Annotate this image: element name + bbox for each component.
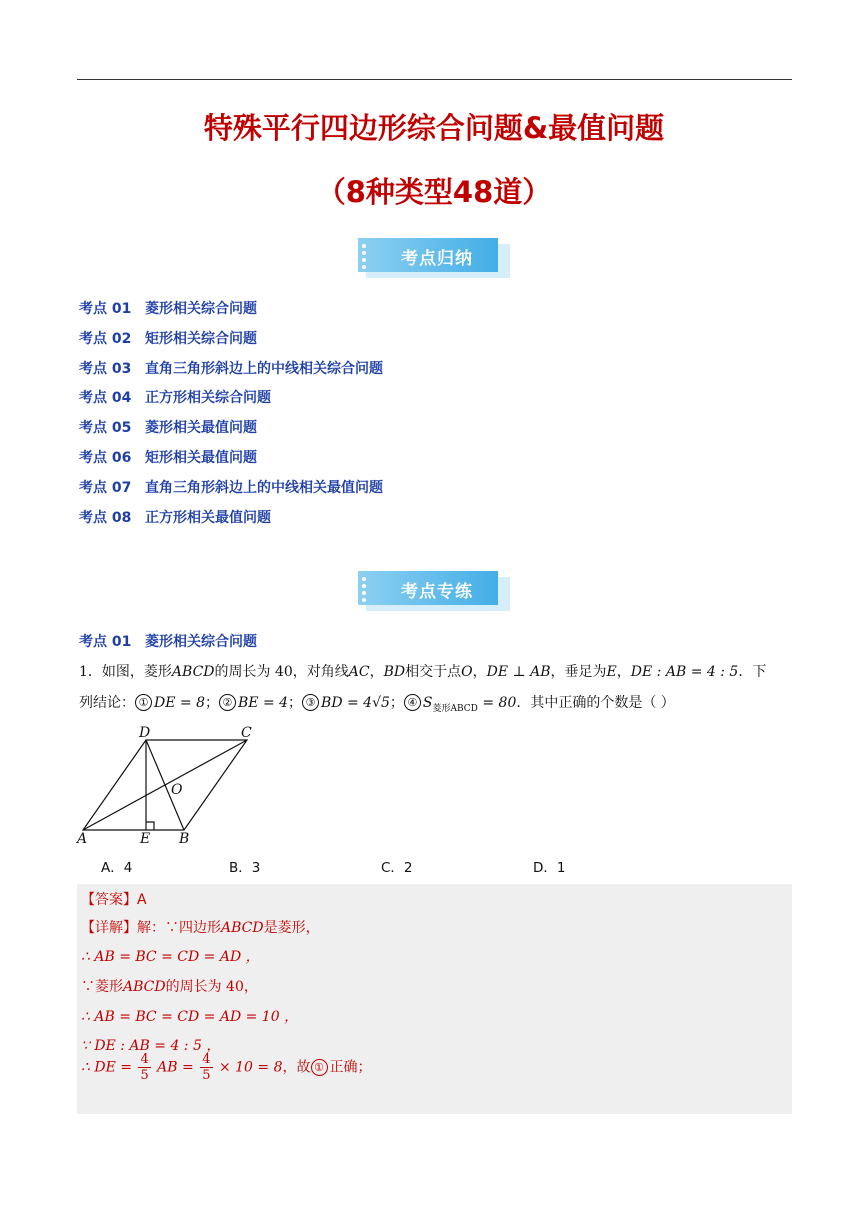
choice-d[interactable]: D．1: [533, 860, 566, 876]
topic-item[interactable]: 考点 08 正方形相关最值问题: [79, 509, 271, 526]
summary-banner: [358, 238, 510, 278]
solution-line: ∴ AB = BC = CD = AD = 10 ，: [81, 1009, 299, 1025]
header-rule: [77, 79, 792, 80]
choice-c[interactable]: C．2: [381, 860, 413, 876]
solution-line: 【详解】解：∵四边形ABCD是菱形，: [81, 920, 320, 936]
topic-item[interactable]: 考点 05 菱形相关最值问题: [79, 420, 257, 437]
label-b: B: [179, 831, 190, 846]
label-d: D: [139, 725, 151, 741]
topic-item[interactable]: 考点 04 正方形相关综合问题: [79, 390, 271, 407]
page-title: 特殊平行四边形综合问题&最值问题: [203, 111, 665, 145]
topic-item[interactable]: 考点 07 直角三角形斜边上的中线相关最值问题: [79, 479, 383, 496]
solution-line: ∵菱形ABCD的周长为 40，: [81, 979, 258, 995]
label-a: A: [77, 831, 88, 846]
topic-list: [79, 297, 383, 535]
question-line-2: 列结论： ① DE = 8； ② BE = 4； ③ BD = 4√5； ④ $S_{菱形ABCD} = 80$．其中正确的个数是（ ）: [79, 695, 675, 714]
topic-item[interactable]: 考点 03 直角三角形斜边上的中线相关综合问题: [79, 360, 383, 377]
label-c: C: [241, 725, 252, 741]
solution-line: ∴ AB = BC = CD = AD ，: [81, 949, 260, 965]
practice-banner-label: 考点专练: [401, 582, 473, 602]
solution-line: ∴ DE = $\frac{4}{5}$ AB = $\frac{4}{5}$ × 10 = 8，故 ① 正确；: [81, 1052, 372, 1083]
solution-box: [77, 884, 792, 1114]
topic-item[interactable]: 考点 02 矩形相关综合问题: [79, 330, 257, 347]
summary-banner-label: 考点归纳: [401, 249, 473, 269]
section-heading: 考点 01 菱形相关综合问题: [79, 634, 257, 650]
label-e: E: [140, 831, 151, 846]
page-subtitle: （8种类型48道）: [316, 175, 552, 209]
rhombus-figure: [75, 722, 275, 846]
practice-banner: [358, 571, 510, 611]
solution-line: ∵ DE : AB = 4 : 5 ，: [81, 1038, 221, 1054]
question-line-1: 1．如图，菱形ABCD的周长为 40，对角线AC，BD相交于点O，DE ⊥ AB，垂足为E，DE : AB = 4 : 5．下: [79, 664, 767, 680]
label-o: O: [171, 782, 183, 798]
choice-a[interactable]: A．4: [101, 860, 133, 876]
topic-item[interactable]: 考点 01 菱形相关综合问题: [79, 301, 257, 317]
choice-b[interactable]: B．3: [229, 860, 261, 876]
topic-item[interactable]: 考点 06 矩形相关最值问题: [79, 449, 257, 466]
answer-line: 【答案】A: [81, 892, 147, 908]
right-angle-mark: [146, 822, 154, 830]
